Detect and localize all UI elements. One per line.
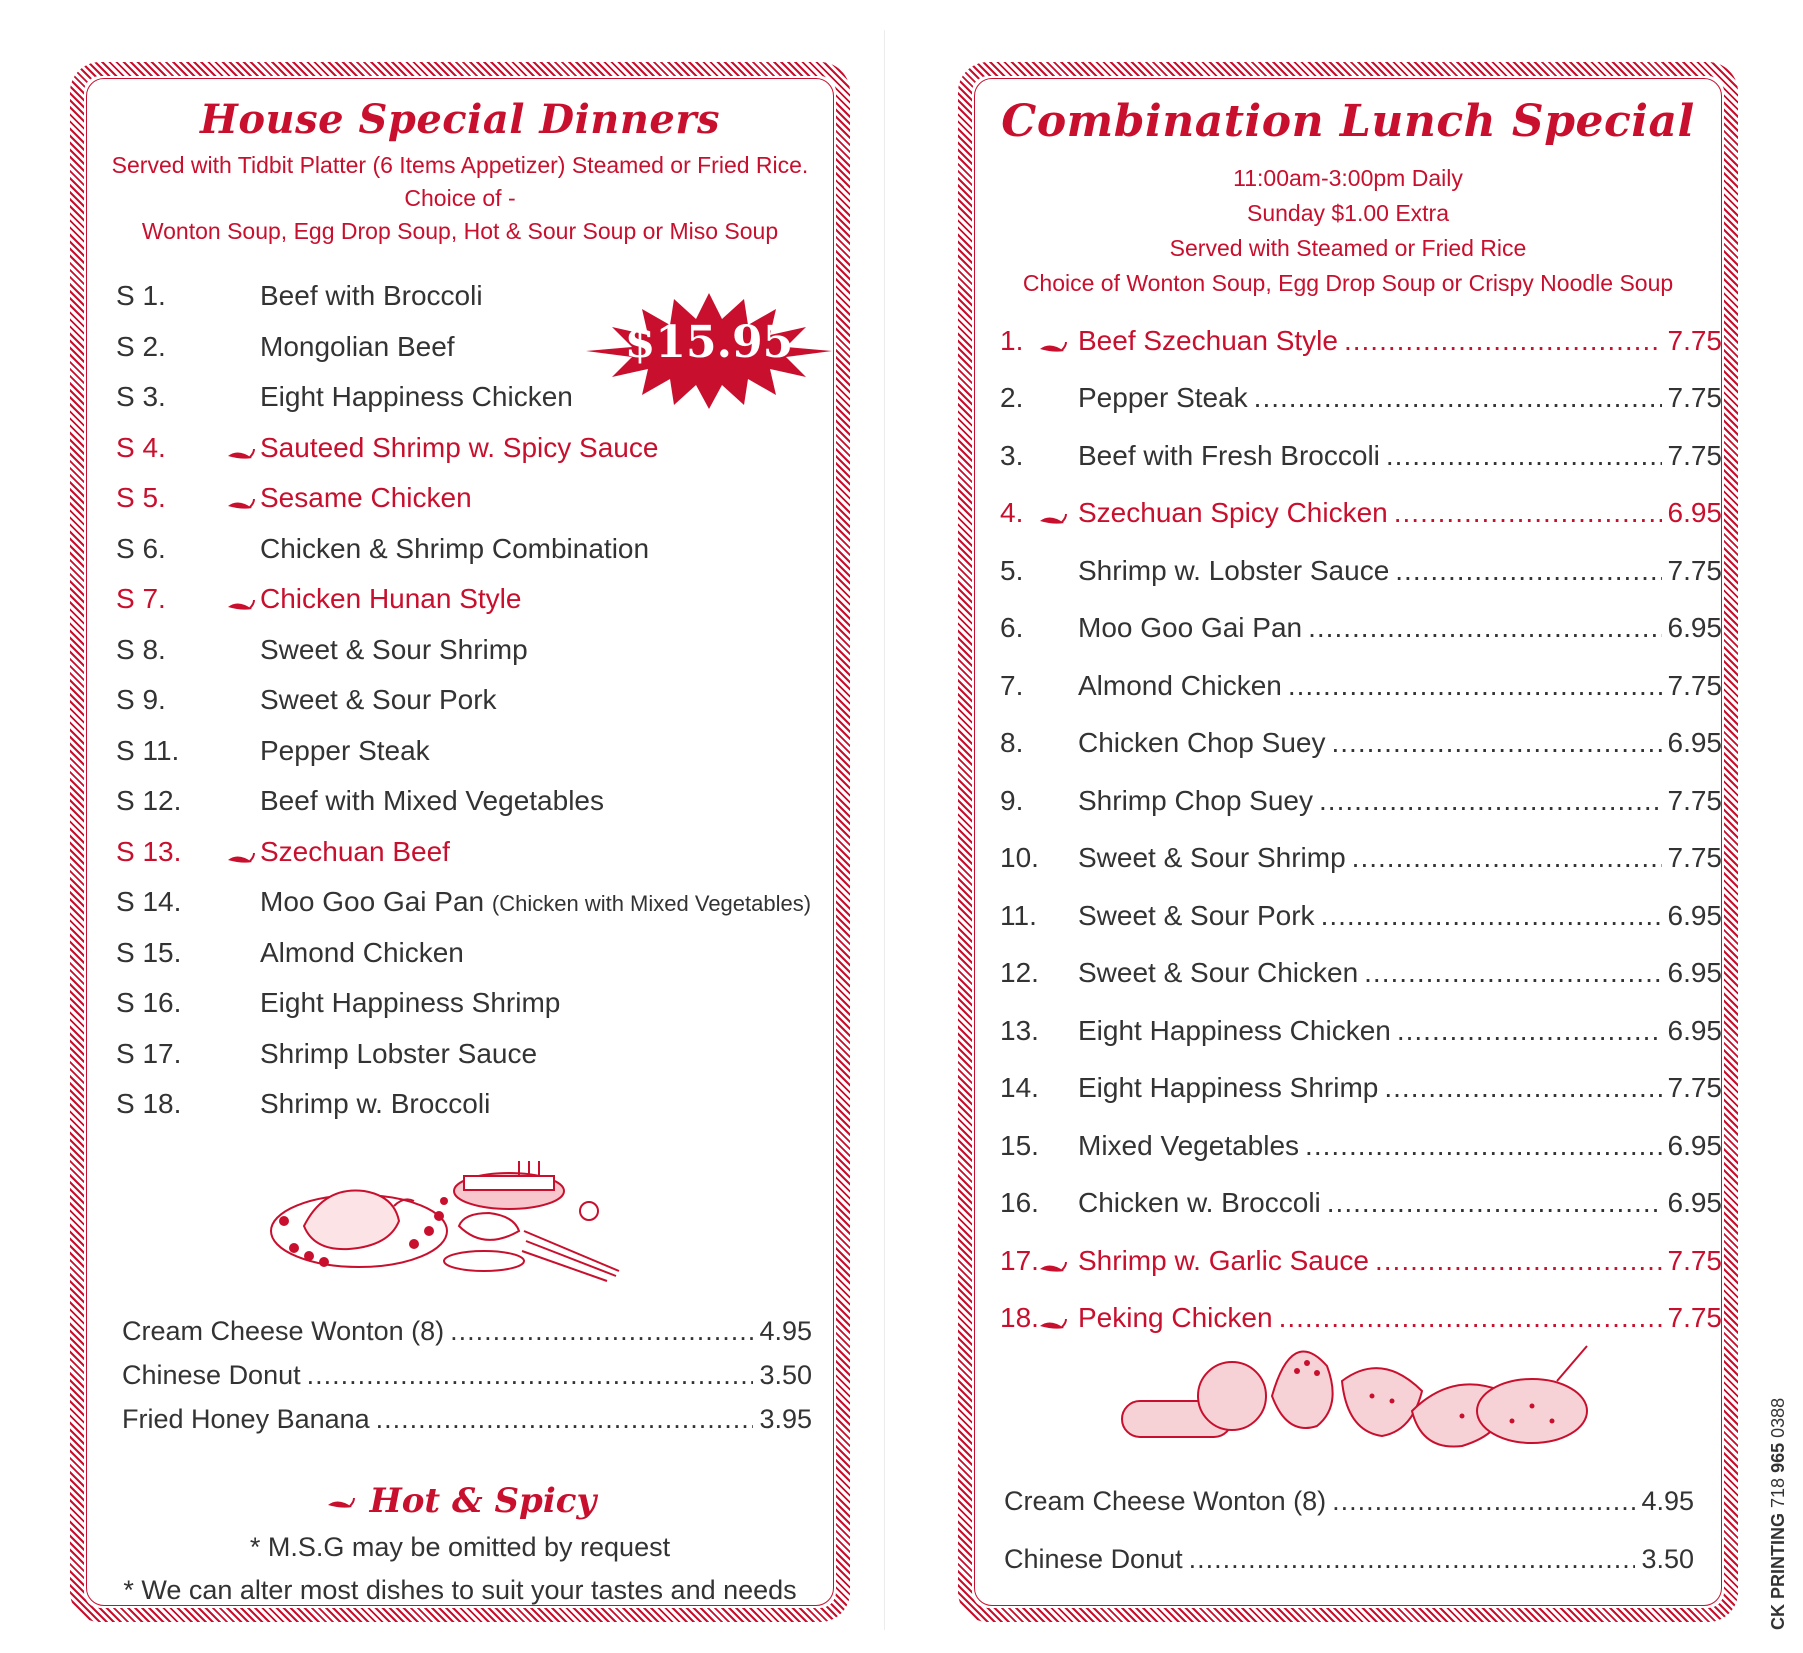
left-title: House Special Dinners (200, 96, 720, 143)
dinner-item-name: Eight Happiness Shrimp (260, 987, 561, 1019)
lunch-item-name: Almond Chicken (1078, 669, 1282, 701)
extra-item (1004, 1472, 1694, 1530)
dinner-item-code: S 7. (116, 583, 166, 615)
house-special-dinners-panel (70, 62, 850, 1622)
lunch-item-name: Chicken w. Broccoli (1078, 1187, 1321, 1219)
chili-pepper-icon (1038, 1251, 1078, 1271)
lunch-item-price: 7.75 (1667, 1302, 1722, 1334)
extra-item-name: Fried Honey Banana (122, 1403, 370, 1434)
dinner-item-code: S 8. (116, 633, 166, 665)
banquet-illustration (264, 1156, 624, 1286)
dinner-item-code: S 3. (116, 381, 166, 413)
extra-item-price: 4.95 (1641, 1485, 1694, 1516)
lunch-item-price: 6.95 (1667, 1014, 1722, 1046)
dinner-item (116, 1079, 836, 1130)
page-fold (884, 30, 885, 1630)
printer-phone-end: 0388 (1768, 1397, 1788, 1438)
extra-item (122, 1353, 812, 1397)
dinner-item (116, 574, 836, 625)
dinner-item (116, 524, 836, 575)
dinner-item-code: S 15. (116, 936, 182, 968)
leader-dots (1344, 325, 1662, 357)
extra-item-name: Chinese Donut (122, 1359, 301, 1390)
lunch-item-name: Sweet & Sour Shrimp (1078, 842, 1346, 874)
lunch-item-number: 13. (1000, 1014, 1039, 1046)
leader-dots (1321, 900, 1662, 932)
lunch-item-number: 4. (1000, 497, 1024, 529)
dinner-item (116, 322, 836, 373)
lunch-item-price: 7.75 (1667, 669, 1722, 701)
spacer (226, 387, 260, 407)
lunch-item (1000, 772, 1722, 830)
dinner-item-name: Chicken Hunan Style (260, 583, 522, 615)
leader-dots (1397, 1015, 1662, 1047)
dinner-item-name: Sesame Chicken (260, 482, 472, 514)
dinner-item-code: S 12. (116, 785, 182, 817)
lunch-item-price: 7.75 (1667, 324, 1722, 356)
extra-item-name: Cream Cheese Wonton (8) (1004, 1485, 1327, 1516)
spacer (226, 791, 260, 811)
lunch-item-number: 5. (1000, 554, 1024, 586)
lunch-item (1000, 485, 1722, 543)
dinner-item-name: Mongolian Beef (260, 330, 455, 362)
hot-spicy-label: Hot & Spicy (369, 1481, 597, 1521)
lunch-item-price: 6.95 (1667, 727, 1722, 759)
extra-item-price: 3.50 (759, 1359, 812, 1390)
spacer (1038, 1193, 1078, 1213)
leader-dots (1375, 1245, 1662, 1277)
lunch-item-number: 6. (1000, 612, 1024, 644)
lunch-item-price: 6.95 (1667, 957, 1722, 989)
chili-pepper-icon (226, 589, 260, 609)
spacer (226, 892, 260, 912)
right-extras-list (1004, 1472, 1694, 1588)
lunch-item-number: 7. (1000, 669, 1024, 701)
dinner-item-name: Beef with Broccoli (260, 280, 483, 312)
lunch-item-number: 12. (1000, 957, 1039, 989)
dinner-item (116, 978, 836, 1029)
spacer (226, 690, 260, 710)
lunch-item-name: Peking Chicken (1078, 1302, 1273, 1334)
lunch-item-name: Sweet & Sour Pork (1078, 899, 1315, 931)
leader-dots (1327, 1187, 1662, 1219)
lunch-item-price: 6.95 (1667, 612, 1722, 644)
lunch-item-price: 7.75 (1667, 439, 1722, 471)
lunch-item-name: Beef with Fresh Broccoli (1078, 439, 1380, 471)
dinner-item-name: Sweet & Sour Shrimp (260, 633, 528, 665)
spacer (1038, 1078, 1078, 1098)
dinner-item-code: S 9. (116, 684, 166, 716)
lunch-item (1000, 1175, 1722, 1233)
extra-item-price: 3.50 (1641, 1543, 1694, 1574)
dinner-item-code: S 18. (116, 1088, 182, 1120)
dinner-item-code: S 11. (116, 734, 180, 766)
dinner-item (116, 372, 836, 423)
spacer (1038, 733, 1078, 753)
lunch-item-price: 7.75 (1667, 1072, 1722, 1104)
leader-dots (1395, 555, 1661, 587)
lunch-item-price: 7.75 (1667, 382, 1722, 414)
spacer (1038, 963, 1078, 983)
right-subtitle-sunday: Sunday $1.00 Extra (1246, 200, 1450, 226)
lunch-item-name: Beef Szechuan Style (1078, 324, 1338, 356)
extra-item-name: Chinese Donut (1004, 1543, 1183, 1574)
spacer (1038, 446, 1078, 466)
dinner-item-name: Almond Chicken (260, 936, 464, 968)
lunch-item-number: 3. (1000, 439, 1024, 471)
lunch-item-name: Szechuan Spicy Chicken (1078, 497, 1388, 529)
lunch-item (1000, 542, 1722, 600)
dinner-item (116, 928, 836, 979)
dinner-item (116, 877, 836, 928)
printer-phone-prefix: 718 (1768, 1477, 1788, 1508)
spacer (1038, 561, 1078, 581)
leader-dots (1288, 670, 1662, 702)
lunch-item-number: 8. (1000, 727, 1024, 759)
leader-dots (1394, 497, 1662, 529)
lunch-item (1000, 1117, 1722, 1175)
chili-pepper-icon (1038, 1308, 1078, 1328)
leader-dots (1331, 727, 1661, 759)
spacer (1038, 906, 1078, 926)
lunch-item-number: 1. (1000, 324, 1024, 356)
lunch-item-number: 11. (1000, 899, 1037, 931)
lunch-item-number: 9. (1000, 784, 1024, 816)
lunch-item-price: 6.95 (1667, 1129, 1722, 1161)
extra-item (122, 1397, 812, 1441)
dinner-item (116, 625, 836, 676)
leader-dots (307, 1360, 754, 1391)
lunch-item (1000, 887, 1722, 945)
right-subtitle-rice: Served with Steamed or Fried Rice (1169, 235, 1527, 261)
right-title: Combination Lunch Special (1001, 96, 1695, 147)
dinner-item-name: Eight Happiness Chicken (260, 381, 573, 413)
lunch-item (1000, 370, 1722, 428)
leader-dots (1305, 1130, 1661, 1162)
dinner-item-code: S 1. (116, 280, 166, 312)
spacer (1038, 791, 1078, 811)
leader-dots (1308, 612, 1661, 644)
dinner-item-code: S 16. (116, 987, 182, 1019)
spacer (226, 1044, 260, 1064)
lunch-item (1000, 1060, 1722, 1118)
lunch-item-price: 6.95 (1667, 899, 1722, 931)
left-subtitle-1: Served with Tidbit Platter (6 Items Appetizer) Steamed or Fried Rice. (111, 152, 809, 178)
dinner-item-name: Szechuan Beef (260, 835, 450, 867)
leader-dots (1364, 957, 1661, 989)
lunch-item-price: 7.75 (1667, 842, 1722, 874)
spacer (1038, 676, 1078, 696)
lunch-item-price: 7.75 (1667, 784, 1722, 816)
lunch-item (1000, 600, 1722, 658)
dinner-item (116, 1029, 836, 1080)
printer-credit (1760, 1380, 1800, 1640)
lunch-item-name: Moo Goo Gai Pan (1078, 612, 1303, 644)
lunch-item (1000, 427, 1722, 485)
dinner-item-name: Sauteed Shrimp w. Spicy Sauce (260, 431, 659, 463)
dinner-item-code: S 2. (116, 330, 166, 362)
printer-phone-main: 965 (1768, 1442, 1788, 1473)
leader-dots (376, 1404, 754, 1435)
dinner-item (116, 271, 836, 322)
extra-item (1004, 1530, 1694, 1588)
dinner-item-name: Shrimp w. Broccoli (260, 1088, 491, 1120)
spacer (226, 539, 260, 559)
spacer (1038, 618, 1078, 638)
leader-dots (1384, 1072, 1661, 1104)
dinner-item-name: Sweet & Sour Pork (260, 684, 497, 716)
extra-item (122, 1309, 812, 1353)
hot-spicy-legend (84, 1481, 836, 1521)
spacer (226, 337, 260, 357)
lunch-item-name: Pepper Steak (1078, 382, 1248, 414)
lunch-item (1000, 1290, 1722, 1348)
dinner-item (116, 675, 836, 726)
printer-brand: CK PRINTING (1768, 1513, 1788, 1630)
lunch-item-name: Shrimp Chop Suey (1078, 784, 1314, 816)
spacer (226, 286, 260, 306)
dinner-item-name: Shrimp Lobster Sauce (260, 1037, 538, 1069)
chili-pepper-icon (1038, 331, 1078, 351)
dinner-item (116, 827, 836, 878)
lunch-item-number: 15. (1000, 1129, 1039, 1161)
lunch-item (1000, 715, 1722, 773)
lunch-item (1000, 312, 1722, 370)
lunch-item-price: 7.75 (1667, 1244, 1722, 1276)
lunch-item-name: Shrimp w. Lobster Sauce (1078, 554, 1390, 586)
lunch-item-price: 7.75 (1667, 554, 1722, 586)
lunch-item-name: Shrimp w. Garlic Sauce (1078, 1244, 1369, 1276)
lunch-item (1000, 1232, 1722, 1290)
leader-dots (1352, 842, 1662, 874)
dinner-item-code: S 13. (116, 835, 182, 867)
lunch-item (1000, 945, 1722, 1003)
spacer (1038, 1136, 1078, 1156)
spacer (1038, 848, 1078, 868)
left-subtitle-2: Choice of - (404, 185, 516, 211)
lunch-item-name: Sweet & Sour Chicken (1078, 957, 1359, 989)
lunch-item-price: 6.95 (1667, 1187, 1722, 1219)
dinner-item (116, 473, 836, 524)
dinner-item (116, 776, 836, 827)
spacer (226, 993, 260, 1013)
spacer (226, 1094, 260, 1114)
left-extras-list (122, 1309, 812, 1441)
dinner-item-name: Beef with Mixed Vegetables (260, 785, 604, 817)
dinner-item-name: Moo Goo Gai Pan (260, 886, 485, 918)
leader-dots (1189, 1544, 1636, 1575)
dinner-item-name: Chicken & Shrimp Combination (260, 532, 650, 564)
dinner-item-code: S 4. (116, 431, 166, 463)
spacer (1038, 1021, 1078, 1041)
vegetables-icon (1112, 1341, 1612, 1456)
chili-pepper-icon (324, 1481, 358, 1501)
lunch-item (1000, 830, 1722, 888)
lunch-list (972, 312, 1724, 1347)
chili-pepper-icon (226, 842, 260, 862)
spacer (226, 943, 260, 963)
leader-dots (1386, 440, 1662, 472)
dinner-item-name: Pepper Steak (260, 734, 430, 766)
lunch-item-name: Chicken Chop Suey (1078, 727, 1326, 759)
leader-dots (1319, 785, 1661, 817)
dinner-item-code: S 17. (116, 1037, 182, 1069)
leader-dots (450, 1316, 753, 1347)
right-subtitle-soup: Choice of Wonton Soup, Egg Drop Soup or Crispy Noodle Soup (1022, 270, 1674, 296)
lunch-item-name: Eight Happiness Chicken (1078, 1014, 1391, 1046)
lunch-item-name: Eight Happiness Shrimp (1078, 1072, 1379, 1104)
chili-pepper-icon (226, 488, 260, 508)
spacer (1038, 388, 1078, 408)
dinner-list (116, 271, 836, 1130)
lunch-item-number: 18. (1000, 1302, 1039, 1334)
combination-lunch-panel (958, 62, 1738, 1622)
dinner-item-code: S 14. (116, 886, 182, 918)
spacer (226, 741, 260, 761)
dinner-item (116, 423, 836, 474)
extra-item-name: Cream Cheese Wonton (8) (122, 1315, 445, 1346)
lunch-item-number: 10. (1000, 842, 1039, 874)
lunch-item-price: 6.95 (1667, 497, 1722, 529)
lunch-item-name: Mixed Vegetables (1078, 1129, 1300, 1161)
leader-dots (1279, 1302, 1662, 1334)
chili-pepper-icon (1038, 503, 1078, 523)
right-subtitle-hours: 11:00am-3:00pm Daily (1233, 165, 1463, 191)
leader-dots (1254, 382, 1662, 414)
extra-item-price: 4.95 (759, 1315, 812, 1346)
leader-dots (1332, 1486, 1635, 1517)
lunch-item-number: 2. (1000, 382, 1024, 414)
lunch-item (1000, 657, 1722, 715)
dinner-item-code: S 6. (116, 532, 166, 564)
roast-chicken-feast-icon (264, 1156, 624, 1286)
vegetables-illustration (1112, 1341, 1612, 1456)
left-subtitle-3: Wonton Soup, Egg Drop Soup, Hot & Sour Soup or Miso Soup (141, 218, 779, 244)
lunch-item-number: 17. (1000, 1244, 1039, 1276)
dinner-item (116, 726, 836, 777)
msg-note: * M.S.G may be omitted by request (249, 1532, 671, 1562)
lunch-item (1000, 1002, 1722, 1060)
lunch-item-number: 16. (1000, 1187, 1039, 1219)
chili-pepper-icon (226, 438, 260, 458)
extra-item-price: 3.95 (759, 1403, 812, 1434)
dinner-item-note: (Chicken with Mixed Vegetables) (491, 891, 812, 917)
dinner-item-code: S 5. (116, 482, 166, 514)
lunch-item-number: 14. (1000, 1072, 1039, 1104)
alter-dishes-note: * We can alter most dishes to suit your tastes and needs (123, 1575, 797, 1605)
spacer (226, 640, 260, 660)
price-badge: $15.95 (624, 317, 794, 368)
